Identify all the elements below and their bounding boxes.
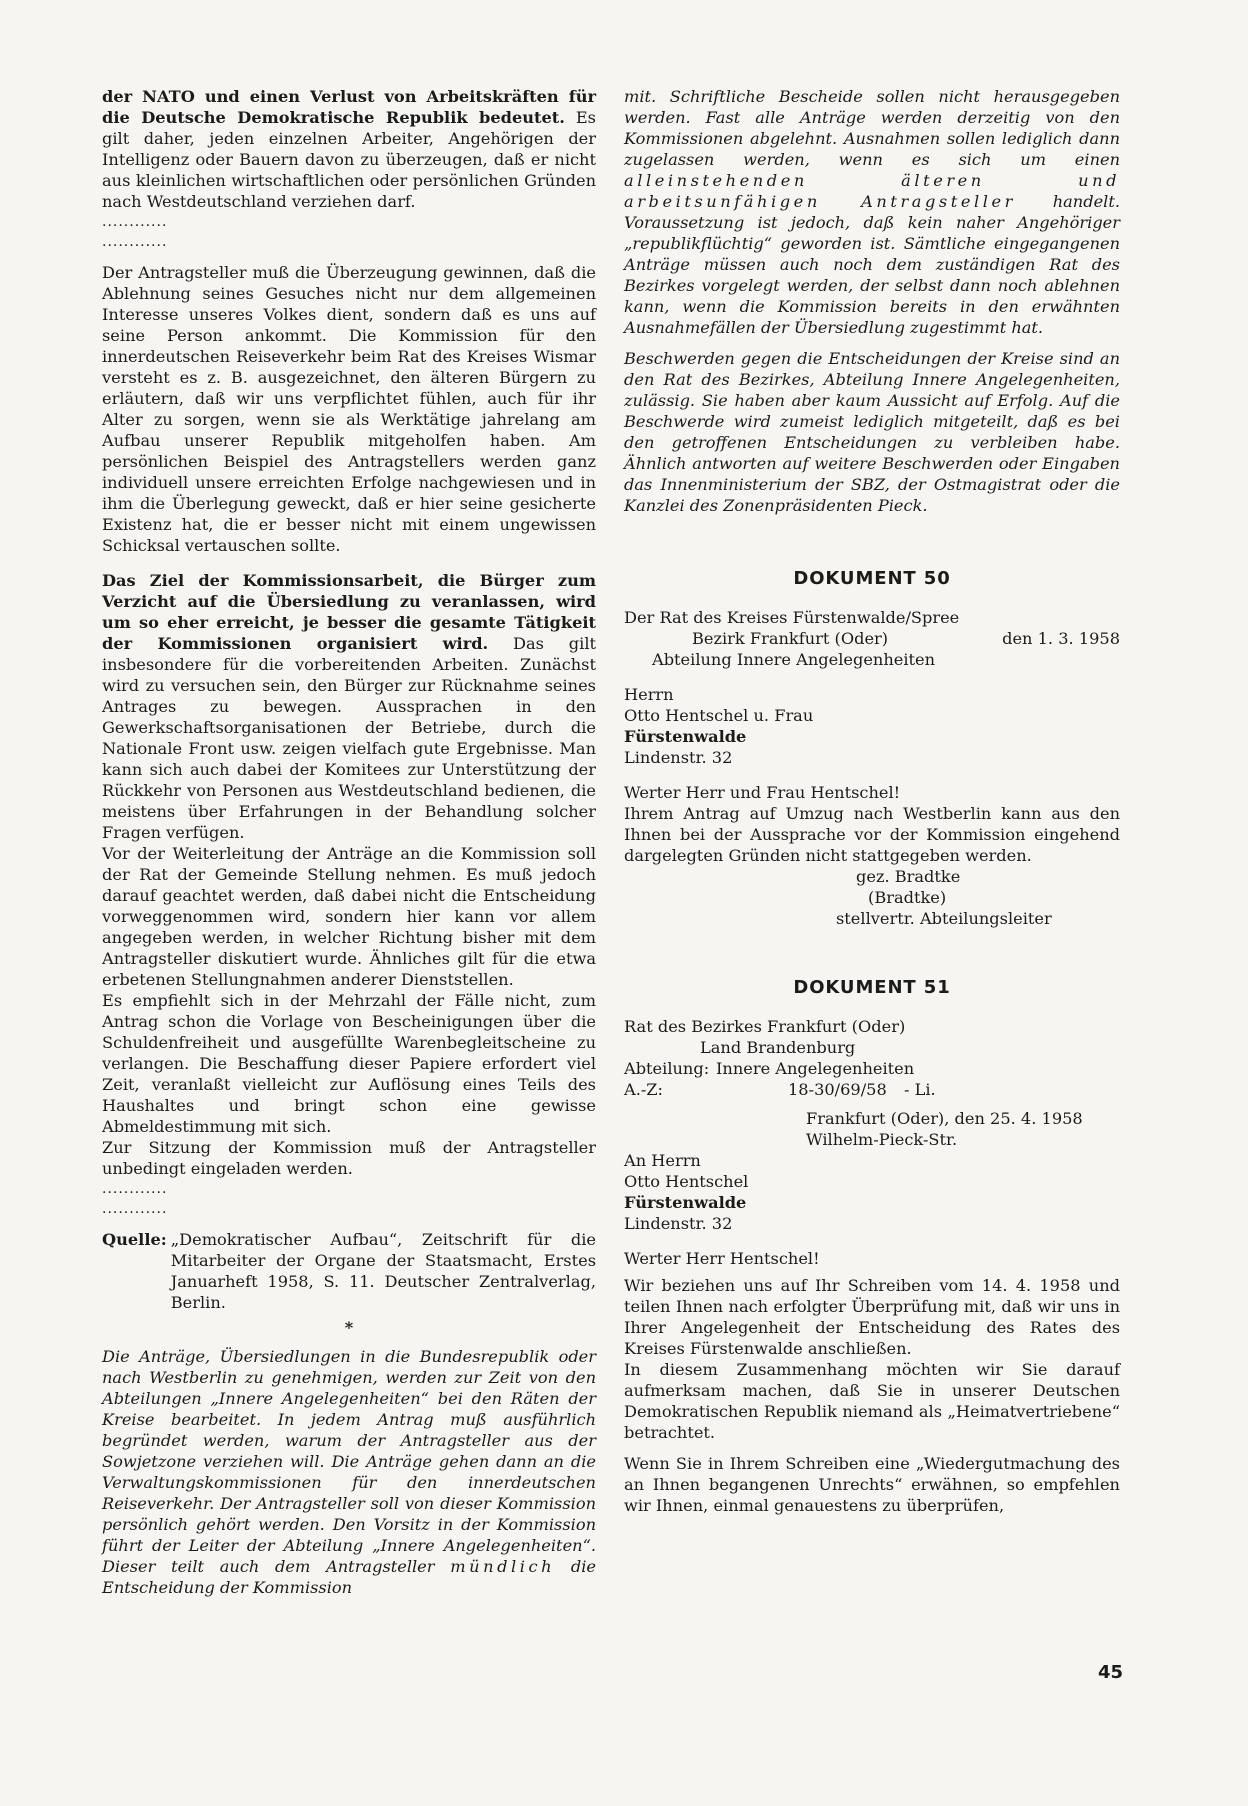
letter-salutation: Werter Herr und Frau Hentschel! <box>624 783 901 802</box>
paragraph-bescheide-italic <box>624 86 1120 338</box>
paragraph-text: Es gilt daher, jeden einzelnen Arbeiter, Angehörigen der Intelligenz oder Bauern davon zu überzeugen, daß er nicht aus kleinlichen wirtschaftlichen oder persönlichen Gründen nach Westdeutschland verziehen darf. <box>102 108 596 211</box>
reference-line <box>624 1079 1120 1100</box>
source-citation <box>102 1229 596 1313</box>
paragraph-ziel <box>102 570 596 843</box>
address-line: Otto Hentschel u. Frau <box>624 706 814 725</box>
page-number: 45 <box>1098 1662 1124 1683</box>
section-separator: * <box>344 1318 354 1337</box>
letter-body: Ihrem Antrag auf Umzug nach Westberlin kann aus den Ihnen bei der Aussprache vor der Kommission eingehend dargelegten Gründen nicht stattgegeben werden. <box>624 804 1120 865</box>
sender-line: Der Rat des Kreises Fürstenwalde/Spree <box>624 608 960 627</box>
document-50-title: DOKUMENT 50 <box>793 568 951 589</box>
spaced-phrase: alleinstehenden älteren und arbeitsunfähigen Antragsteller <box>624 171 1120 211</box>
document-51-title: DOKUMENT 51 <box>793 977 951 998</box>
italic-text: die Entscheidung der Kommission <box>102 1557 597 1597</box>
source-label: Quelle: <box>102 1230 167 1249</box>
paragraph-antragsteller: Der Antragsteller muß die Überzeugung gewinnen, daß die Ablehnung seines Gesuches nicht nur dem allgemeinen Interesse unseres Volkes dient, sondern daß es uns auf seine Person ankommt. Die Kommission für den innerdeutschen Reiseverkehr beim Rat des Kreises Wismar versteht es z. B. ausgezeichnet, den älteren Bürgern zu erläutern, daß wir uns verpflichtet fühlen, auch für ihr Alter zu sorgen, wenn sie als Werktätige jahrelang am Aufbau unserer Republik mitgeholfen haben. Am persönlichen Beispiel des Antragstellers werden ganz individuell unsere erreichten Erfolge nachgewiesen und in ihm die Überlegung geweckt, daß er hier seine gesicherte Existenz hat, die er besser nicht mit einem ungewissen Schicksal vertauschen sollte. <box>102 263 596 555</box>
document-50-address <box>624 684 1120 768</box>
address-line: Otto Hentschel <box>624 1172 749 1191</box>
ellipsis-line: ............ <box>102 1181 168 1197</box>
address-line: Herrn <box>624 685 674 704</box>
italic-text: mit. Schriftliche Bescheide sollen nicht herausgegeben werden. Fast alle Anträge werden derzeitig von den Kommissionen abgelehnt. Ausnahmen sollen lediglich dann zugelassen werden, wenn es sich um einen <box>624 87 1120 169</box>
signature-line: (Bradtke) <box>868 888 947 907</box>
letter-body: Wenn Sie in Ihrem Schreiben eine „Wiedergutmachung des an Ihnen begangenen Unrechts“ erwähnen, so empfehlen wir Ihnen, einmal genauestens zu überprüfen, <box>624 1454 1120 1515</box>
italic-text: Die Anträge, Übersiedlungen in die Bundesrepublik oder nach Westberlin zu genehmigen, werden zur Zeit von den Abteilungen „Innere Angelegenheiten“ bei den Räten der Kreise bearbeitet. In jedem Antrag muß ausführlich begründet werden, warum der Antragsteller aus der Sowjetzone verziehen will. Die Anträge gehen dann an die Verwaltungskommissionen für den innerdeutschen Reiseverkehr. Der Antragsteller soll von dieser Kommission persönlich gehört werden. Den Vorsitz in der Kommission führt der Leiter der Abteilung „Innere Angelegenheiten“. Dieser teilt auch dem Antragsteller <box>102 1347 596 1576</box>
bold-lead: der NATO und einen Verlust von Arbeitskräften für die Deutsche Demokratische Republik bedeutet. <box>102 87 596 127</box>
letter-date: den 1. 3. 1958 <box>1002 629 1120 648</box>
address-street: Lindenstr. 32 <box>624 1214 733 1233</box>
ellipsis-line: ............ <box>102 234 168 250</box>
department-value: Innere Angelegenheiten <box>716 1059 915 1078</box>
reference-value: 18-30/69/58 <box>788 1080 887 1099</box>
letter-signature <box>624 866 1120 929</box>
document-50-letterhead <box>624 607 1120 670</box>
department-label: Abteilung: <box>624 1059 710 1078</box>
address-city: Fürstenwalde <box>624 1193 747 1212</box>
paragraph-text: Das gilt insbesondere für die vorbereitenden Arbeiten. Zunächst wird zu versuchen sein, den Bürger zur Rücknahme seines Antrages zu bewegen. Aussprachen in den Gewerkschaftsorganisationen der Betriebe, durch die Nationale Front usw. zeigen vielfach gute Ergebnisse. Man kann sich auch dabei der Komitees zur Unterstützung der Rückkehr von Personen aus Westdeutschland bedienen, die meistens über Erfahrungen in der Behandlung solcher Fragen verfügen. <box>102 634 597 842</box>
signature-line: gez. Bradtke <box>856 867 961 886</box>
ellipsis-line: ............ <box>102 1201 168 1217</box>
address-line: An Herrn <box>624 1151 701 1170</box>
sender-line: Land Brandenburg <box>700 1038 856 1057</box>
ellipsis-line: ............ <box>102 214 168 230</box>
source-text: „Demokratischer Aufbau“, Zeitschrift für die Mitarbeiter der Organe der Staatsmacht, Erstes Januarheft 1958, S. 11. Deutscher Zentralverlag, Berlin. <box>170 1230 596 1312</box>
reference-label: A.-Z: <box>624 1080 664 1099</box>
document-51-letterhead <box>624 1016 1120 1150</box>
spaced-word: mündlich <box>450 1557 556 1576</box>
paragraph-weiterleitung: Vor der Weiterleitung der Anträge an die Kommission soll der Rat der Gemeinde Stellung nehmen. Es muß jedoch darauf geachtet werden, daß dabei nicht die Entscheidung vorweggenommen wird, sondern hier kann vor allem angegeben werden, in welcher Richtung bisher mit dem Antragsteller diskutiert wurde. Ähnliches gilt für die etwa erbetenen Stellungnahmen anderer Dienststellen. <box>102 844 596 989</box>
paragraph-antraege-italic <box>102 1346 596 1598</box>
bold-lead: Das Ziel der Kommissionsarbeit, die Bürger zum Verzicht auf die Übersiedlung zu veranlassen, wird um so eher erreicht, je besser die gesamte Tätigkeit der Kommissionen organisiert wird. <box>102 571 596 653</box>
department-line <box>624 1058 1120 1079</box>
left-column <box>102 86 596 1598</box>
letter-body: Wir beziehen uns auf Ihr Schreiben vom 14. 4. 1958 und teilen Ihnen nach erfolgter Überprüfung mit, daß wir uns in Ihrer Angelegenheit der Entscheidung des Rates des Kreises Fürstenwalde anschließen. <box>624 1276 1120 1358</box>
paragraph-nato <box>102 86 596 212</box>
letter-body: In diesem Zusammenhang möchten wir Sie darauf aufmerksam machen, daß Sie in unserer Deutschen Demokratischen Republik niemand als „Heimatvertriebene“ betrachtet. <box>624 1360 1120 1442</box>
document-51-address <box>624 1150 1120 1234</box>
address-street: Lindenstr. 32 <box>624 748 733 767</box>
sender-line: Rat des Bezirkes Frankfurt (Oder) <box>624 1017 906 1036</box>
sender-line-with-date <box>624 628 1120 649</box>
street-line: Wilhelm-Pieck-Str. <box>806 1130 958 1149</box>
paragraph-empfiehlt: Es empfiehlt sich in der Mehrzahl der Fälle nicht, zum Antrag schon die Vorlage von Bescheinigungen über die Schuldenfreiheit und ausgefüllte Warenbegleitscheine zu verlangen. Die Beschaffung dieser Papiere erfordert viel Zeit, veranlaßt vielleicht zur Auflösung eines Teils des Haushaltes und bringt schon eine gewisse Abmeldestimmung mit sich. <box>102 991 596 1136</box>
address-city: Fürstenwalde <box>624 727 747 746</box>
sender-line: Bezirk Frankfurt (Oder) <box>692 629 889 648</box>
paragraph-sitzung: Zur Sitzung der Kommission muß der Antragsteller unbedingt eingeladen werden. <box>102 1138 596 1178</box>
paragraph-beschwerden-italic: Beschwerden gegen die Entscheidungen der Kreise sind an den Rat des Bezirkes, Abteilung Innere Angelegenheiten, zulässig. Sie haben aber kaum Aussicht auf Erfolg. Auf die Beschwerde wird zumeist lediglich mitgeteilt, daß es bei den getroffenen Entscheidungen zu verbleiben habe. Ähnlich antworten auf weitere Beschwerden oder Eingaben das Innenministerium der SBZ, der Ostmagistrat oder die Kanzlei des Zonenpräsidenten Pieck. <box>624 349 1120 515</box>
signature-title: stellvertr. Abteilungsleiter <box>836 909 1052 928</box>
reference-suffix: - Li. <box>904 1080 936 1099</box>
italic-text: handelt. Voraussetzung ist jedoch, daß kein naher Angehöriger „republikflüchtig“ geworden ist. Sämtliche eingegangenen Anträge müssen auch noch dem zuständigen Rat des Bezirkes vorgelegt werden, der selbst dann noch ablehnen kann, wenn die Kommission bereits in den erwähnten Ausnahmefällen der Übersiedlung zugestimmt hat. <box>624 192 1120 337</box>
letter-salutation: Werter Herr Hentschel! <box>624 1249 820 1268</box>
right-column <box>624 86 1120 1516</box>
place-date: Frankfurt (Oder), den 25. 4. 1958 <box>806 1109 1083 1128</box>
sender-line: Abteilung Innere Angelegenheiten <box>652 650 936 669</box>
